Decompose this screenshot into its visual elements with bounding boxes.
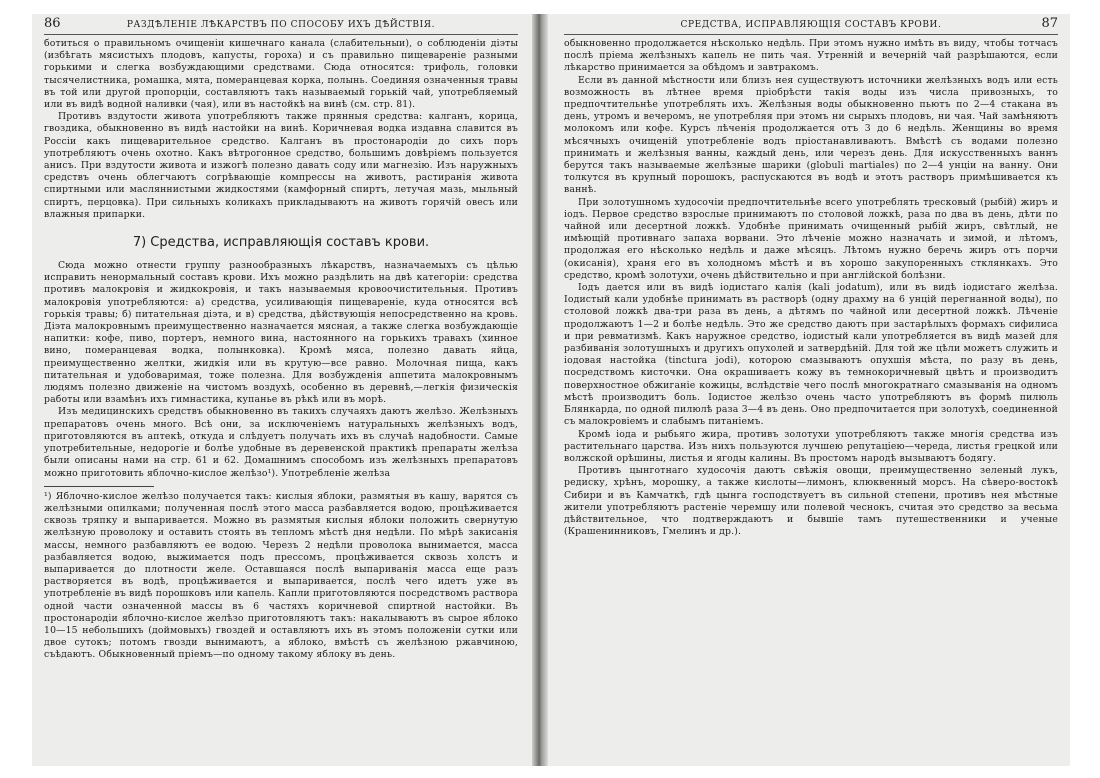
paragraph: Противъ цынготнаго худосочія даютъ свѣжія овощи, преимущественно зеленый лукъ, редиску, хрѣнъ, морошку, а также кислоты—лимонъ, клюквенный морсъ. На сѣверо-востокѣ Сибири и въ Камчаткѣ, гдѣ цынга господствуетъ въ сильной степени, противъ нея мѣстные жители употребляютъ растеніе черемшу или полевой чеснокъ, считая это средство за весьма дѣйствительное, что подтверждаютъ и бывшіе тамъ путешественники и ученые (Крашенинниковъ, Гмелинъ и др.). [564, 465, 1058, 538]
left-body [44, 38, 518, 662]
right-body [564, 38, 1058, 538]
footnote-rule [44, 486, 154, 487]
paragraph: Противъ вздутости живота употребляютъ также прянныя средства: калганъ, корица, гвоздика, обыкновенно въ видѣ настойки на винѣ. Коричневая водка издавна славится въ Россіи какъ пищеварительное средство. Калганъ въ простонародіи до сихъ поръ употребляютъ очень охотно. Какъ вѣтрогонное средство, большимъ довѣріемъ пользуется анисъ. При вздутости живота и изжогѣ полезно давать соду или магнезію. Изъ наружныхъ средствъ очень облегчаютъ согрѣвающіе компрессы на животъ, растиранія живота спиртными или масляннистыми жидкостями (камфорный спиртъ, летучая мазь, мыльный спиртъ, перцовка). При сильныхъ коликахъ прикладываютъ на животъ горячій овесъ или влажныя припарки. [44, 111, 518, 220]
left-running-head [44, 14, 518, 35]
paragraph: Если въ данной мѣстности или близъ нея существуютъ источники желѣзныхъ водъ или есть возможность въ лѣтнее время пріобрѣсти такія воды изъ числа привозныхъ, то предпочтительнѣе употреблять ихъ. Желѣзныя воды обыкновенно пьютъ по 2—4 стакана въ день, утромъ и вечеромъ, не употребляя при этомъ ни сырыхъ плодовъ, ни чая. Чай замѣняютъ молокомъ или кофе. Курсъ лѣченія продолжается отъ 3 до 6 недѣль. Женщины во время мѣсячныхъ очищеній употребленіе водъ пріостанавливаютъ. Вмѣстѣ съ водами полезно принимать и желѣзныя ванны, каждый день, или черезъ день. Для искусственныхъ ваннъ берутся такъ называемые желѣзные шарики (globuli martiales) по 2—4 унціи на ванну. Они толкутся въ крупный порошокъ, распускаются въ водѣ и этотъ растворъ примѣшивается къ ваннѣ. [564, 74, 1058, 196]
paragraph: Сюда можно отнести группу разнообразныхъ лѣкарствъ, назначаемыхъ съ цѣлью исправить ненормальный составъ крови. Ихъ можно раздѣлить на двѣ категоріи: средства противъ малокровія и жидкокровія, и такъ называемыя кровоочистительныя. Противъ малокровія употребляются: а) средства, усиливающія пищевареніе, куда относятся всѣ горькія травы; б) питательная діэта, и в) средства, дѣйствующія непосредственно на кровь. Діэта малокровнымъ преимущественно назначается мясная, а также слегка возбуждающіе напитки: кофе, пиво, портеръ, немного вина, настоянного на горькихъ травахъ (хинное вино, померанцевая водка, полынковка). Кромѣ мяса, полезно давать яйца, преимущественно желтки, жидкія или въ крутую—все равно. Молочная пища, какъ питательная и удобоваримая, тоже полезна. Для возбужденія аппетита малокровнымъ людямъ полезно движеніе на чистомъ воздухѣ, особенно въ деревнѣ,—легкія физическія работы или взамѣнъ ихъ гимнастика, купанье въ рѣкѣ или въ морѣ. [44, 260, 518, 406]
paragraph: Іодъ дается или въ видѣ іодистаго калія (kali jodatum), или въ видѣ іодистаго желѣза. Іодистый кали удобнѣе принимать въ растворѣ (одну драхму на 6 унцій перегнанной воды), по столовой ложкѣ два-три раза въ день, а дѣтямъ по чайной или десертной ложкѣ. Лѣченіе продолжаютъ 1—2 и болѣе недѣль. Это же средство даютъ при застарѣлыхъ формахъ сифилиса и при ревматизмѣ. Какъ наружное средство, іодистый кали употребляется въ видѣ мазей для разбиванія золотушныхъ и другихъ опухолей и затвердѣній. Для той же цѣли можетъ служить и іодовая настойка (tinctura jodi), которою смазываютъ опухшія мѣста, по разу въ день, посредствомъ кисточки. Она окрашиваетъ кожу въ темнокоричневый цвѣтъ и производитъ поверхностное обжиганіе кожицы, вслѣдствіе чего послѣ многократнаго смазыванія на одномъ мѣстѣ производитъ боль. Іодистое желѣзо очень часто употребляютъ въ формѣ пилюль Блянкарда, по одной пилюлѣ раза 3—4 въ день. Оно предпочитается при золотухѣ, соединенной съ малокровіемъ и слабымъ питаніемъ. [564, 282, 1058, 428]
paragraph: При золотушномъ худосочіи предпочтительнѣе всего употреблять тресковый (рыбій) жиръ и іодъ. Первое средство взрослые принимаютъ по столовой ложкѣ, раза по два въ день, дѣти по чайной или десертной ложкѣ. Удобнѣе принимать очищенный рыбій жиръ, свѣтлый, не имѣющій противнаго запаха ворвани. Это лѣченіе можно назначать и зимой, и лѣтомъ, продолжая его нѣсколько недѣль и даже мѣсяцъ. Лѣтомъ нужно беречь жиръ отъ порчи (окисанія), храня его въ холодномъ мѣстѣ и въ хорошо закупоренныхъ стклянкахъ. Это средство, кромѣ золотухи, очень дѣйствительно и при англійской болѣзни. [564, 196, 1058, 281]
section-heading: 7) Средства, исправляющія составъ крови. [132, 235, 430, 251]
running-head-title-left: РАЗДѢЛЕНІЕ ЛѢКАРСТВЪ ПО СПОСОБУ ИХЪ ДѢЙСТВІЯ. [126, 20, 436, 30]
running-head-title-right: СРЕДСТВА, ИСПРАВЛЯЮЩІЯ СОСТАВЪ КРОВИ. [680, 20, 942, 30]
paragraph: Кромѣ іода и рыбьяго жира, противъ золотухи употребляютъ также многія средства изъ растительнаго царства. Изъ нихъ пользуются лучшею репутаціею—череда, листья грецкой или волжской орѣшины, листья и ягоды калины. Въ простомъ народѣ вызываютъ бодягу. [564, 428, 1058, 464]
right-page [548, 14, 1070, 766]
book-gutter [532, 14, 548, 766]
paragraph: ботиться о правильномъ очищеніи кишечнаго канала (слабительныи), о соблюденіи діэты (избѣгать мясистыхъ плодовъ, капусты, гороха) и съ правильно пищевареніе разными горькими и слегка возбуждающими средствами. Сюда относятся: трифоль, головки тысячелистника, ромашка, мята, померанцевая корка, полынь. Соединяя означенныя травы въ той или другой пропорціи, составляютъ такъ называемый горькій чай, употребляемый или въ видѣ водной наливки (чая), или въ настойкѣ на винѣ (см. стр. 81). [44, 38, 518, 111]
footnote: ¹) Яблочно-кислое желѣзо получается такъ: кислыя яблоки, размятыя въ кашу, варятся съ желѣзными опилками; полученная послѣ этого масса разбавляется водою, процѣживается сквозь тряпку и выпаривается. Можно въ размятыя кислыя яблоки положить свернутую желѣзную проволоку и оставить стоять въ тепломъ мѣстѣ дня недѣли. По мѣрѣ закисанія массы, немного разбавляютъ ее водою. Черезъ 2 недѣли проволока вынимается, масса разбавляется водою, выжимается подъ прессомъ, процѣживается сквозь холстъ и выпаривается до плотности желе. Оставшаяся послѣ выпариванія масса еще разъ растворяется въ водѣ, процѣживается и выпаривается, послѣ чего идетъ уже въ употребленіе въ видѣ порошковъ или капель. Капли приготовляются посредствомъ раствора одной части означенной массы въ 6 частяхъ коричневой спиртной настойки. Въ простонародіи яблочно-кислое желѣзо приготовляютъ такъ: накалываютъ въ сырое яблоко 10—15 небольшихъ (доймовыхъ) гвоздей и оставляютъ ихъ въ этомъ положеніи сутки или двое сутокъ; потомъ гвозди вынимаютъ, а яблоко, вмѣстѣ съ желѣзною ржавчиною, съѣдаютъ. Обыкновенный пріемъ—по одному такому яблоку въ день. [44, 490, 518, 661]
page-number-right: 87 [1041, 16, 1058, 31]
right-running-head [564, 14, 1058, 35]
left-page [32, 14, 532, 766]
paragraph: Изъ медицинскихъ средствъ обыкновенно въ такихъ случаяхъ даютъ желѣзо. Желѣзныхъ препаратовъ очень много. Всѣ они, за исключеніемъ натуральныхъ желѣзныхъ водъ, приготовляются въ аптекѣ, откуда и слѣдуетъ получать ихъ въ случаѣ надобности. Самые употребительные, недорогіе и болѣе удобные въ деревенской практикѣ препараты желѣза были описаны нами на стр. 61 и 62. Домашнимъ способомъ изъ желѣзныхъ препаратовъ можно приготовить яблочно-кислое желѣзо¹). Употребленіе желѣза [44, 406, 518, 479]
paragraph: обыкновенно продолжается нѣсколько недѣль. При этомъ нужно имѣть въ виду, чтобы тотчасъ послѣ пріема желѣзныхъ капель не пить чая. Утренній и вечерній чай разрѣшаются, если лѣкарство принимается за обѣдомъ и завтракомъ. [564, 38, 1058, 74]
page-number-left: 86 [44, 16, 61, 31]
